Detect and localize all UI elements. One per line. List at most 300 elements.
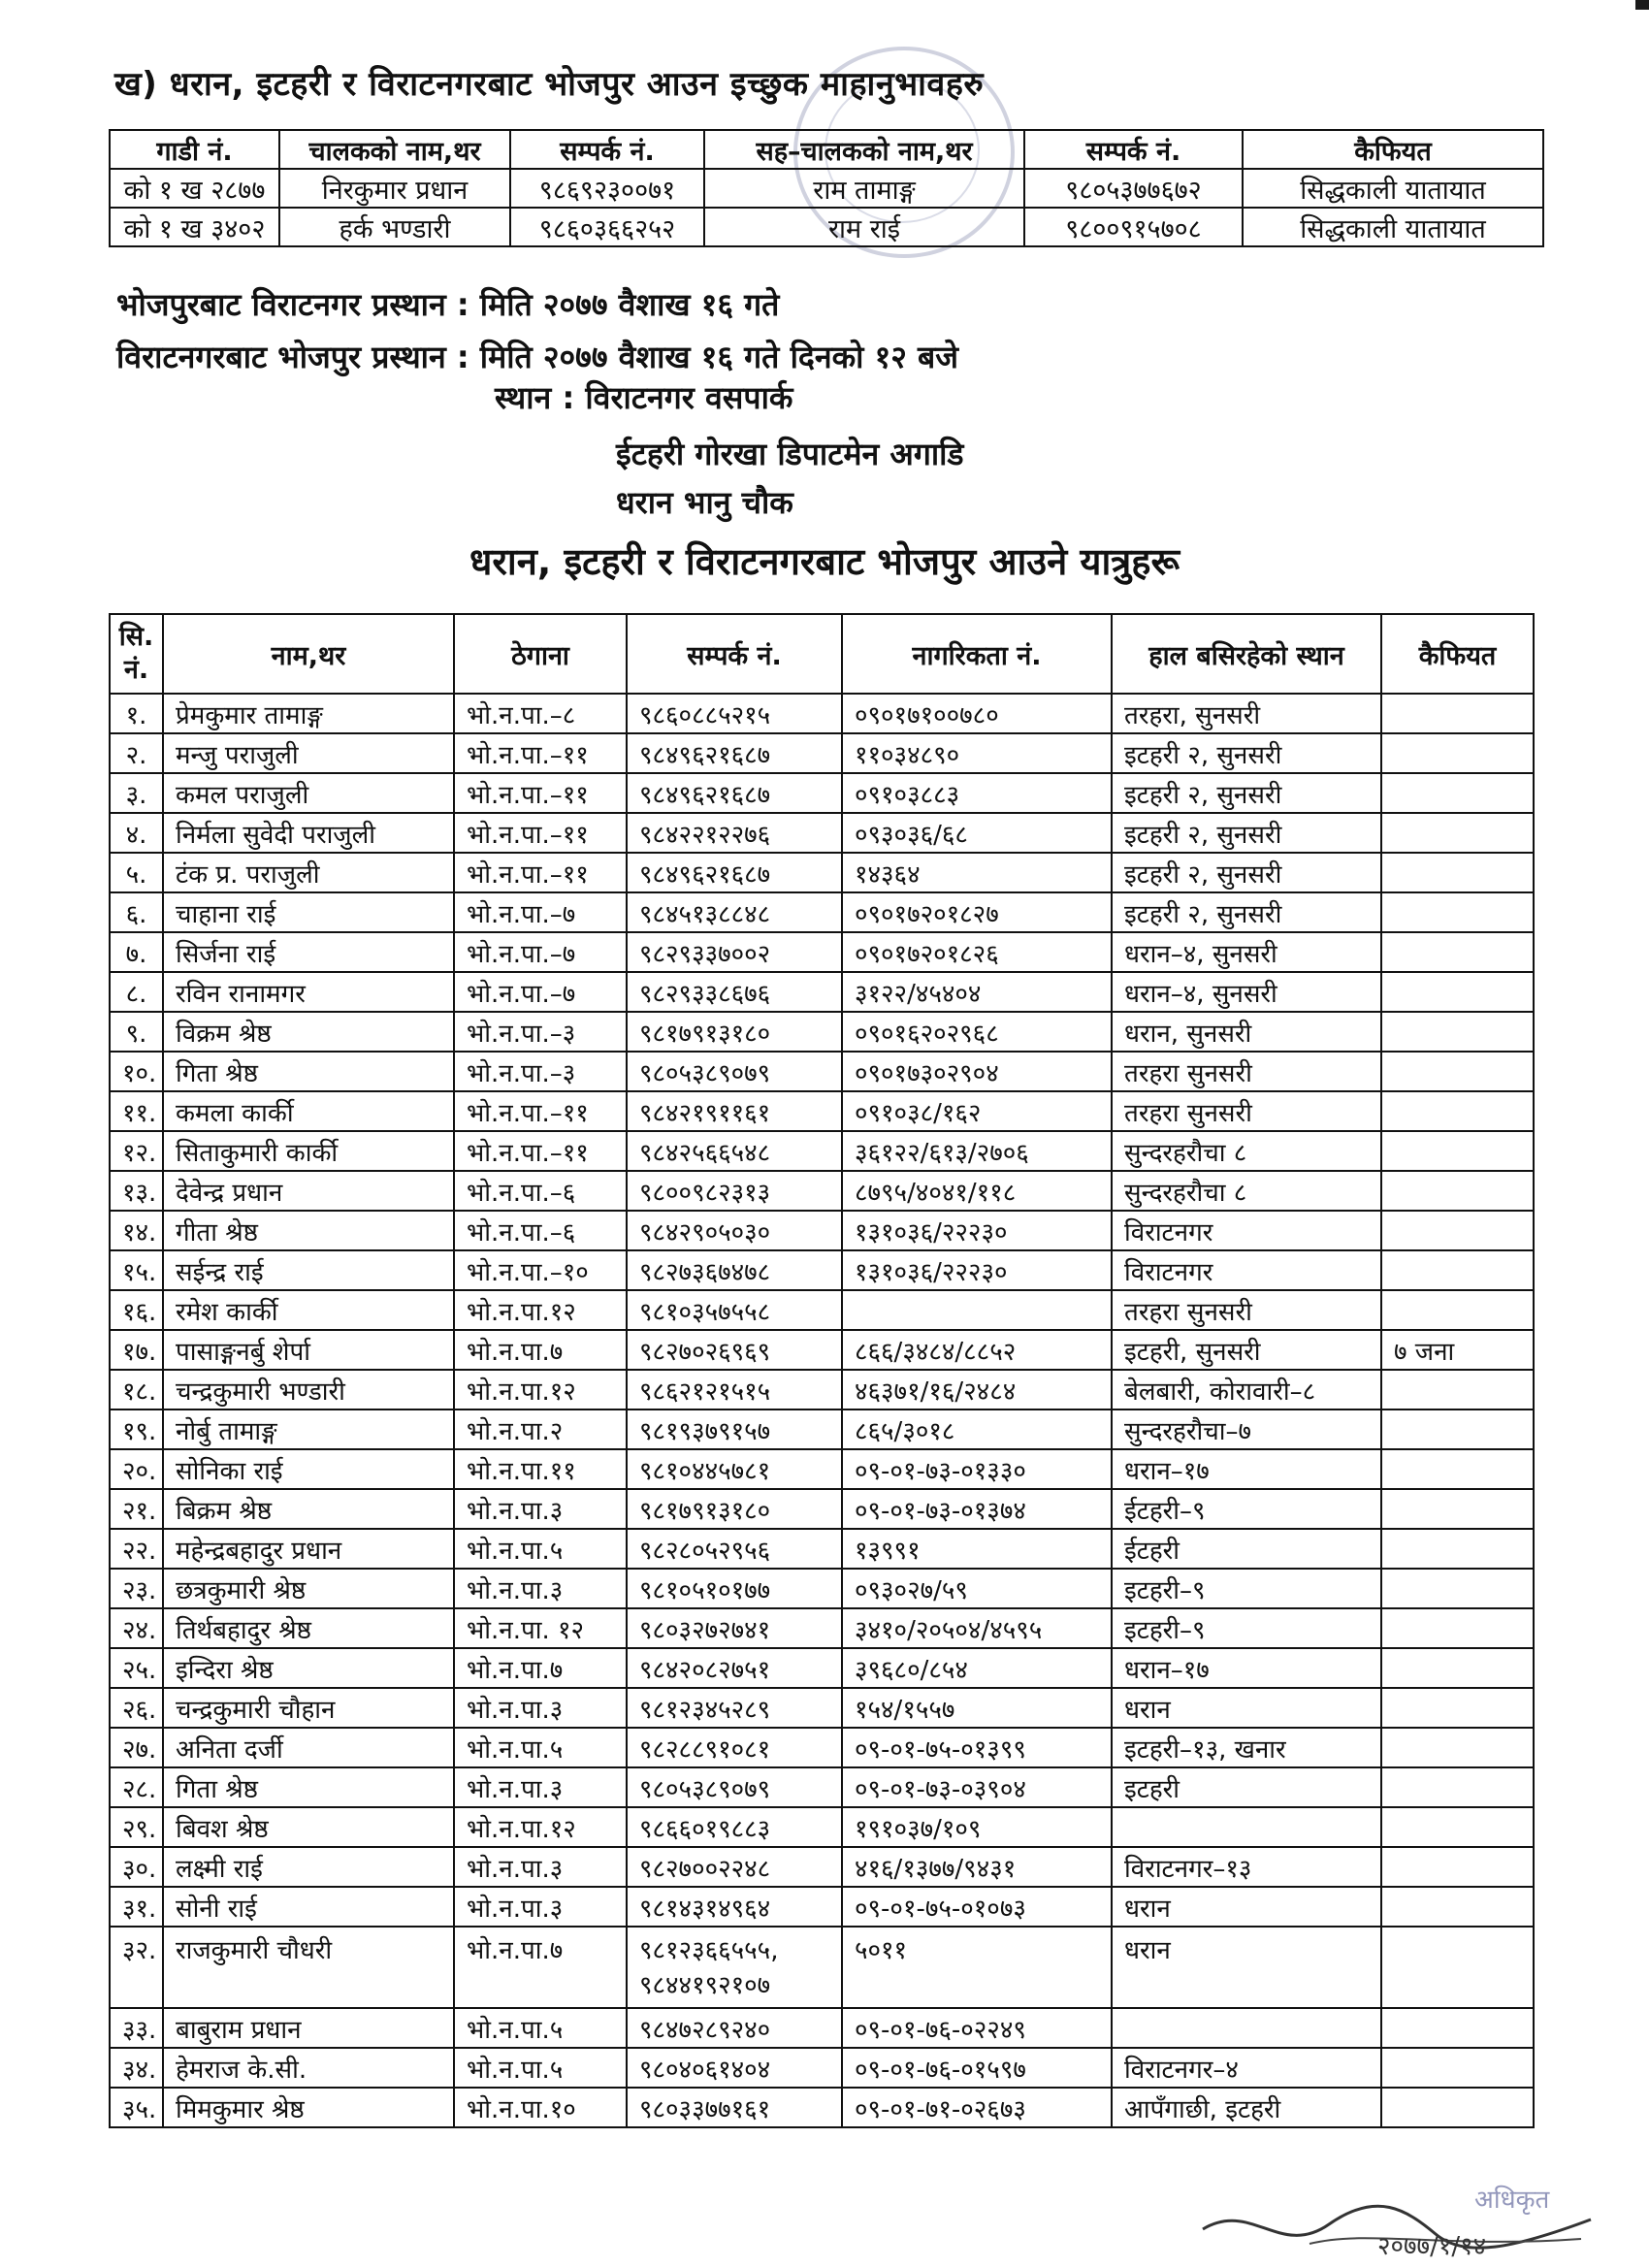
vehicle-header-number: गाडी नं. [110, 130, 279, 169]
passenger-table [109, 613, 1535, 2128]
serial-number: ६. [110, 892, 163, 932]
passenger-remark [1381, 813, 1534, 853]
table-row [110, 813, 1534, 853]
passenger-contact-primary: ९८१२३६६५५५, [639, 1936, 779, 1965]
passenger-remark [1381, 1449, 1534, 1489]
vehicle-header-codriver-contact: सम्पर्क नं. [1024, 130, 1243, 169]
passenger-name: निर्मला सुवेदी पराजुली [163, 813, 454, 853]
vehicle-number: को १ ख २८७७ [110, 169, 279, 208]
passenger-citizenship: ४६३७१/१६/२४८४ [842, 1370, 1112, 1409]
passenger-address: भो.न.पा.–७ [454, 892, 627, 932]
passenger-name: टंक प्र. पराजुली [163, 853, 454, 892]
passenger-remark [1381, 1052, 1534, 1091]
passenger-address: भो.न.पा.–१० [454, 1250, 627, 1290]
serial-number: १६. [110, 1290, 163, 1330]
passenger-current-location: इटहरी–९ [1112, 1569, 1381, 1608]
serial-number: ४. [110, 813, 163, 853]
vehicle-table-header-row [110, 130, 1543, 169]
passenger-contact: ९८२८०५२९५६ [627, 1529, 842, 1569]
passenger-contact: ९८२९३३८६७६ [627, 972, 842, 1012]
passenger-contact: ९८४९६२१६८७ [627, 773, 842, 813]
passenger-remark [1381, 1648, 1534, 1688]
passenger-address: भो.न.पा.३ [454, 1887, 627, 1927]
vehicle-remark: सिद्धकाली यातायात [1243, 208, 1543, 246]
passenger-remark [1381, 1887, 1534, 1927]
passenger-name: चन्द्रकुमारी भण्डारी [163, 1370, 454, 1409]
header-remark: कैफियत [1381, 614, 1534, 694]
passenger-remark [1381, 1409, 1534, 1449]
passenger-contact: ९८१०३५७५५८ [627, 1290, 842, 1330]
passenger-current-location: इटहरी २, सुनसरी [1112, 853, 1381, 892]
passenger-address: भो.न.पा.–११ [454, 813, 627, 853]
passenger-address: भो.न.पा.–११ [454, 1091, 627, 1131]
codriver-name: राम तामाङ्ग [704, 169, 1024, 208]
passenger-address: भो.न.पा.–११ [454, 1131, 627, 1171]
vehicle-header-remark: कैफियत [1243, 130, 1543, 169]
passenger-name: नोर्बु तामाङ्ग [163, 1409, 454, 1449]
passenger-remark [1381, 1608, 1534, 1648]
serial-number: ३. [110, 773, 163, 813]
passenger-remark [1381, 733, 1534, 773]
passenger-contact: ९८४९६२१६८७ [627, 853, 842, 892]
passenger-name: गीता श्रेष्ठ [163, 1211, 454, 1250]
passenger-citizenship: १९१०३७/१०९ [842, 1807, 1112, 1847]
table-row [110, 733, 1534, 773]
passenger-contact: ९८४७२८९२४० [627, 2008, 842, 2048]
serial-number: २७. [110, 1728, 163, 1767]
passenger-remark [1381, 1728, 1534, 1767]
passenger-citizenship: १३१०३६/२२२३० [842, 1211, 1112, 1250]
pickup-location-3: धरान भानु चौक [616, 484, 793, 521]
passenger-current-location: तरहरा, सुनसरी [1112, 694, 1381, 733]
passenger-name: सिताकुमारी कार्की [163, 1131, 454, 1171]
passenger-remark [1381, 1529, 1534, 1569]
scan-corner-mark [1635, 0, 1649, 10]
table-row [110, 1847, 1534, 1887]
table-row [110, 932, 1534, 972]
passenger-citizenship: ०९-०१-७३-०३९०४ [842, 1767, 1112, 1807]
passenger-address: भो.न.पा.३ [454, 1489, 627, 1529]
passenger-contact: ९८१२३४५२८९ [627, 1688, 842, 1728]
passenger-remark [1381, 1807, 1534, 1847]
table-row [110, 1370, 1534, 1409]
passenger-address: भो.न.पा.–७ [454, 932, 627, 972]
passenger-current-location: धरान–४, सुनसरी [1112, 972, 1381, 1012]
serial-number: ३४. [110, 2048, 163, 2088]
vehicle-header-codriver: सह–चालकको नाम,थर [704, 130, 1024, 169]
passenger-current-location: तरहरा सुनसरी [1112, 1091, 1381, 1131]
serial-number: २४. [110, 1608, 163, 1648]
serial-number: ५. [110, 853, 163, 892]
passenger-remark [1381, 1211, 1534, 1250]
passenger-current-location: धरान, सुनसरी [1112, 1012, 1381, 1052]
driver-name: निरकुमार प्रधान [279, 169, 510, 208]
table-row [110, 1131, 1534, 1171]
passenger-current-location: विराटनगर [1112, 1250, 1381, 1290]
driver-name: हर्क भण्डारी [279, 208, 510, 246]
passenger-current-location: इटहरी २, सुनसरी [1112, 733, 1381, 773]
passenger-current-location: इटहरी २, सुनसरी [1112, 813, 1381, 853]
passenger-contact: ९८४२९०५०३० [627, 1211, 842, 1250]
serial-number: १०. [110, 1052, 163, 1091]
passenger-address: भो.न.पा.–११ [454, 853, 627, 892]
passenger-name: बिवश श्रेष्ठ [163, 1807, 454, 1847]
passenger-remark [1381, 2048, 1534, 2088]
header-current-location: हाल बसिरहेको स्थान [1112, 614, 1381, 694]
passenger-name: कमल पराजुली [163, 773, 454, 813]
passenger-contact: ९८४२५६६५४८ [627, 1131, 842, 1171]
passenger-name: महेन्द्रबहादुर प्रधान [163, 1529, 454, 1569]
header-address: ठेगाना [454, 614, 627, 694]
passenger-name: प्रेमकुमार तामाङ्ग [163, 694, 454, 733]
passenger-contact: ९८०५३८९०७९ [627, 1052, 842, 1091]
passenger-table-header-row [110, 614, 1534, 694]
passenger-contact: ९८६६०१९८८३ [627, 1807, 842, 1847]
passenger-contact: ९८४२१९११६१ [627, 1091, 842, 1131]
serial-number: २६. [110, 1688, 163, 1728]
passenger-citizenship: ३४१०/२०५०४/४५९५ [842, 1608, 1112, 1648]
serial-number: २२. [110, 1529, 163, 1569]
passenger-current-location: इटहरी २, सुनसरी [1112, 892, 1381, 932]
header-contact: सम्पर्क नं. [627, 614, 842, 694]
passenger-contact: ९८४२०८२७५१ [627, 1648, 842, 1688]
passenger-address: भो.न.पा.–११ [454, 773, 627, 813]
passenger-address: भो.न.पा.५ [454, 1728, 627, 1767]
header-citizenship: नागरिकता नं. [842, 614, 1112, 694]
table-row [110, 972, 1534, 1012]
passenger-list-title: धरान, इटहरी र विराटनगरबाट भोजपुर आउने यात्रुहरू [469, 540, 1180, 583]
passenger-citizenship [842, 1290, 1112, 1330]
vehicle-row [110, 208, 1543, 246]
passenger-remark [1381, 2008, 1534, 2048]
passenger-current-location: इटहरी–१३, खनार [1112, 1728, 1381, 1767]
passenger-address: भो.न.पा.५ [454, 2048, 627, 2088]
passenger-contact [627, 1927, 842, 2008]
passenger-remark [1381, 1250, 1534, 1290]
passenger-current-location: इटहरी, सुनसरी [1112, 1330, 1381, 1370]
passenger-address: भो.न.पा.–३ [454, 1052, 627, 1091]
passenger-address: भो.न.पा.२ [454, 1409, 627, 1449]
table-row [110, 1529, 1534, 1569]
passenger-contact: ९८४९६२१६८७ [627, 733, 842, 773]
table-row [110, 892, 1534, 932]
serial-number: १८. [110, 1370, 163, 1409]
serial-number: ७. [110, 932, 163, 972]
passenger-remark [1381, 972, 1534, 1012]
table-row [110, 694, 1534, 733]
passenger-remark [1381, 773, 1534, 813]
passenger-contact: ९८००९८२३१३ [627, 1171, 842, 1211]
table-row [110, 1052, 1534, 1091]
departure-from-bhojpur: भोजपुरबाट विराटनगर प्रस्थान : मिति २०७७ वैशाख १६ गते [116, 286, 780, 323]
table-row [110, 1767, 1534, 1807]
serial-number: ९. [110, 1012, 163, 1052]
table-row [110, 1887, 1534, 1927]
passenger-remark [1381, 694, 1534, 733]
passenger-current-location: ईटहरी [1112, 1529, 1381, 1569]
passenger-name: इन्दिरा श्रेष्ठ [163, 1648, 454, 1688]
table-row [110, 1489, 1534, 1529]
passenger-address: भो.न.पा.१२ [454, 1290, 627, 1330]
passenger-remark [1381, 1847, 1534, 1887]
passenger-current-location: सुन्दरहरौचा ८ [1112, 1131, 1381, 1171]
passenger-name: गिता श्रेष्ठ [163, 1052, 454, 1091]
table-row [110, 1409, 1534, 1449]
passenger-address: भो.न.पा.१२ [454, 1370, 627, 1409]
signature-office-text: अधिकृत [1474, 2186, 1550, 2215]
serial-number: २९. [110, 1807, 163, 1847]
passenger-address: भो.न.पा.१२ [454, 1807, 627, 1847]
serial-number: २१. [110, 1489, 163, 1529]
serial-number: ११. [110, 1091, 163, 1131]
passenger-current-location: धरान [1112, 1688, 1381, 1728]
table-row [110, 1648, 1534, 1688]
table-row [110, 1250, 1534, 1290]
passenger-citizenship: ०९-०१-७६-०१५९७ [842, 2048, 1112, 2088]
passenger-citizenship: ०९-०१-७५-०१०७३ [842, 1887, 1112, 1927]
passenger-remark [1381, 892, 1534, 932]
passenger-name: सईन्द्र राई [163, 1250, 454, 1290]
serial-number: १९. [110, 1409, 163, 1449]
passenger-citizenship: ०९०१७३०२९०४ [842, 1052, 1112, 1091]
table-row [110, 1171, 1534, 1211]
table-row [110, 853, 1534, 892]
serial-number: २. [110, 733, 163, 773]
section-heading: ख) धरान, इटहरी र विराटनगरबाट भोजपुर आउन इच्छुक माहानुभावहरु [114, 65, 985, 104]
passenger-remark [1381, 1489, 1534, 1529]
passenger-citizenship: १३९९१ [842, 1529, 1112, 1569]
passenger-remark: ७ जना [1381, 1330, 1534, 1370]
table-row [110, 1211, 1534, 1250]
table-row [110, 1449, 1534, 1489]
passenger-address: भो.न.पा.–३ [454, 1012, 627, 1052]
passenger-address: भो.न.पा.७ [454, 1927, 627, 2008]
passenger-contact: ९८०५३८९०७९ [627, 1767, 842, 1807]
passenger-citizenship: ३९६८०/८५४ [842, 1648, 1112, 1688]
vehicle-remark: सिद्धकाली यातायात [1243, 169, 1543, 208]
vehicle-row [110, 169, 1543, 208]
passenger-name: चन्द्रकुमारी चौहान [163, 1688, 454, 1728]
serial-number: ३५. [110, 2088, 163, 2127]
passenger-citizenship: ०९-०१-७३-०१३३० [842, 1449, 1112, 1489]
passenger-remark [1381, 1091, 1534, 1131]
passenger-remark [1381, 853, 1534, 892]
passenger-current-location: इटहरी–९ [1112, 1608, 1381, 1648]
passenger-citizenship: ११०३४८९० [842, 733, 1112, 773]
serial-number: ३३. [110, 2008, 163, 2048]
passenger-contact: ९८२९३३७००२ [627, 932, 842, 972]
passenger-address: भो.न.पा.–६ [454, 1171, 627, 1211]
passenger-name: हेमराज के.सी. [163, 2048, 454, 2088]
table-row [110, 1569, 1534, 1608]
passenger-citizenship: ८७९५/४०४१/११८ [842, 1171, 1112, 1211]
passenger-address: भो.न.पा.–७ [454, 972, 627, 1012]
signature-date: २०७७/१/१४ [1377, 2232, 1487, 2261]
passenger-remark [1381, 932, 1534, 972]
serial-number: २३. [110, 1569, 163, 1608]
passenger-name: छत्रकुमारी श्रेष्ठ [163, 1569, 454, 1608]
codriver-contact: ९८००९१५७०८ [1024, 208, 1243, 246]
driver-contact: ९८६९२३००७१ [510, 169, 704, 208]
passenger-citizenship: ०९३०३६/६८ [842, 813, 1112, 853]
passenger-contact: ९८१७९१३१८० [627, 1489, 842, 1529]
passenger-contact: ९८२८८९१०८१ [627, 1728, 842, 1767]
passenger-current-location: आपँगाछी, इटहरी [1112, 2088, 1381, 2127]
passenger-current-location: इटहरी [1112, 1767, 1381, 1807]
passenger-citizenship: ०९१०३८८३ [842, 773, 1112, 813]
table-row [110, 2048, 1534, 2088]
passenger-address: भो.न.पा.३ [454, 1569, 627, 1608]
serial-number: ३०. [110, 1847, 163, 1887]
table-row [110, 773, 1534, 813]
vehicle-header-driver: चालकको नाम,थर [279, 130, 510, 169]
passenger-remark [1381, 2088, 1534, 2127]
passenger-citizenship: ०९-०१-७१-०२६७३ [842, 2088, 1112, 2127]
serial-number: २५. [110, 1648, 163, 1688]
passenger-current-location: इटहरी २, सुनसरी [1112, 773, 1381, 813]
passenger-current-location: ईटहरी–९ [1112, 1489, 1381, 1529]
passenger-contact: ९८१७९१३१८० [627, 1012, 842, 1052]
table-row [110, 1290, 1534, 1330]
serial-number: १४. [110, 1211, 163, 1250]
passenger-contact: ९८१०५१०१७७ [627, 1569, 842, 1608]
passenger-name: लक्ष्मी राई [163, 1847, 454, 1887]
passenger-citizenship: ०९०१७१००७८० [842, 694, 1112, 733]
passenger-name: पासाङ्गनर्बु शेर्पा [163, 1330, 454, 1370]
passenger-citizenship: ०९०१६२०२९६८ [842, 1012, 1112, 1052]
serial-number: ३२. [110, 1927, 163, 2008]
passenger-current-location: विराटनगर [1112, 1211, 1381, 1250]
passenger-name: विक्रम श्रेष्ठ [163, 1012, 454, 1052]
passenger-contact: ९८२७३६७४७८ [627, 1250, 842, 1290]
table-row [110, 2008, 1534, 2048]
passenger-name: तिर्थबहादुर श्रेष्ठ [163, 1608, 454, 1648]
passenger-address: भो.न.पा. १२ [454, 1608, 627, 1648]
passenger-citizenship: ०९१०३८/१६२ [842, 1091, 1112, 1131]
passenger-citizenship: ०९-०१-७३-०१३७४ [842, 1489, 1112, 1529]
serial-number: १७. [110, 1330, 163, 1370]
header-name: नाम,थर [163, 614, 454, 694]
passenger-citizenship: ०९०१७२०१८२६ [842, 932, 1112, 972]
serial-number: १५. [110, 1250, 163, 1290]
passenger-table-body [110, 694, 1534, 2127]
passenger-contact: ९८२७०२६९६९ [627, 1330, 842, 1370]
passenger-name: कमला कार्की [163, 1091, 454, 1131]
passenger-citizenship: १४३६४ [842, 853, 1112, 892]
passenger-name: सोनी राई [163, 1887, 454, 1927]
passenger-contact: ९८६०८८५२१५ [627, 694, 842, 733]
passenger-contact: ९८१९३७९१५७ [627, 1409, 842, 1449]
passenger-name: रविन रानामगर [163, 972, 454, 1012]
table-row [110, 1330, 1534, 1370]
passenger-name: देवेन्द्र प्रधान [163, 1171, 454, 1211]
passenger-address: भो.न.पा.३ [454, 1847, 627, 1887]
passenger-contact-secondary: ९८४४१९२१०७ [639, 1971, 771, 2000]
passenger-remark [1381, 1688, 1534, 1728]
passenger-name: अनिता दर्जी [163, 1728, 454, 1767]
passenger-address: भो.न.पा.१० [454, 2088, 627, 2127]
passenger-contact: ९८०३३७७१६१ [627, 2088, 842, 2127]
passenger-name: चाहाना राई [163, 892, 454, 932]
vehicle-table [109, 129, 1544, 247]
serial-number: २०. [110, 1449, 163, 1489]
serial-number: ८. [110, 972, 163, 1012]
passenger-remark [1381, 1171, 1534, 1211]
header-serial: सि. नं. [110, 614, 163, 694]
table-row [110, 1728, 1534, 1767]
passenger-name: बाबुराम प्रधान [163, 2008, 454, 2048]
serial-number: ३१. [110, 1887, 163, 1927]
driver-contact: ९८६०३६६२५२ [510, 208, 704, 246]
passenger-address: भो.न.पा.३ [454, 1767, 627, 1807]
passenger-address: भो.न.पा.३ [454, 1688, 627, 1728]
passenger-current-location: धरान [1112, 1927, 1381, 2008]
passenger-remark [1381, 1927, 1534, 2008]
passenger-contact: ९८४५१३८८४८ [627, 892, 842, 932]
passenger-citizenship: १५४/१५५७ [842, 1688, 1112, 1728]
table-row [110, 1012, 1534, 1052]
passenger-remark [1381, 1012, 1534, 1052]
passenger-name: रमेश कार्की [163, 1290, 454, 1330]
passenger-current-location [1112, 2008, 1381, 2048]
passenger-name: बिक्रम श्रेष्ठ [163, 1489, 454, 1529]
passenger-address: भो.न.पा.७ [454, 1330, 627, 1370]
table-row [110, 1091, 1534, 1131]
passenger-name: सिर्जना राई [163, 932, 454, 972]
passenger-contact: ९८१४३१४९६४ [627, 1887, 842, 1927]
passenger-current-location: धरान [1112, 1887, 1381, 1927]
passenger-current-location: विराटनगर–१३ [1112, 1847, 1381, 1887]
passenger-citizenship: ०९-०१-७५-०१३९९ [842, 1728, 1112, 1767]
passenger-remark [1381, 1131, 1534, 1171]
passenger-name: मन्जु पराजुली [163, 733, 454, 773]
passenger-current-location: सुन्दरहरौचा ८ [1112, 1171, 1381, 1211]
passenger-citizenship: ०९०१७२०१८२७ [842, 892, 1112, 932]
passenger-name: राजकुमारी चौधरी [163, 1927, 454, 2008]
codriver-name: राम राई [704, 208, 1024, 246]
passenger-current-location: धरान–१७ [1112, 1648, 1381, 1688]
passenger-citizenship: ८६६/३४८४/८८५२ [842, 1330, 1112, 1370]
serial-number: १. [110, 694, 163, 733]
vehicle-header-driver-contact: सम्पर्क नं. [510, 130, 704, 169]
passenger-name: सोनिका राई [163, 1449, 454, 1489]
passenger-contact: ९८२७००२२४८ [627, 1847, 842, 1887]
table-row [110, 1927, 1534, 2008]
departure-from-biratnagar: विराटनगरबाट भोजपुर प्रस्थान : मिति २०७७ वैशाख १६ गते दिनको १२ बजे [116, 339, 959, 375]
pickup-location-1: स्थान : विराटनगर वसपार्क [495, 379, 793, 416]
passenger-citizenship: ३६१२२/६१३/२७०६ [842, 1131, 1112, 1171]
passenger-contact: ९८०४०६१४०४ [627, 2048, 842, 2088]
passenger-current-location: धरान–१७ [1112, 1449, 1381, 1489]
passenger-citizenship: ३१२२/४५४०४ [842, 972, 1112, 1012]
passenger-current-location: बेलबारी, कोरावारी–८ [1112, 1370, 1381, 1409]
passenger-current-location: तरहरा सुनसरी [1112, 1290, 1381, 1330]
vehicle-number: को १ ख ३४०२ [110, 208, 279, 246]
passenger-address: भो.न.पा.–११ [454, 733, 627, 773]
pickup-location-2: ईटहरी गोरखा डिपाटमेन अगाडि [616, 436, 964, 472]
passenger-citizenship: १३१०३६/२२२३० [842, 1250, 1112, 1290]
table-row [110, 2088, 1534, 2127]
passenger-citizenship: ०९३०२७/५९ [842, 1569, 1112, 1608]
table-row [110, 1807, 1534, 1847]
passenger-citizenship: ०९-०१-७६-०२२४९ [842, 2008, 1112, 2048]
passenger-address: भो.न.पा.५ [454, 1529, 627, 1569]
passenger-address: भो.न.पा.११ [454, 1449, 627, 1489]
passenger-contact: ९८६२१२१५१५ [627, 1370, 842, 1409]
passenger-remark [1381, 1569, 1534, 1608]
table-row [110, 1688, 1534, 1728]
passenger-citizenship: ८६५/३०१८ [842, 1409, 1112, 1449]
